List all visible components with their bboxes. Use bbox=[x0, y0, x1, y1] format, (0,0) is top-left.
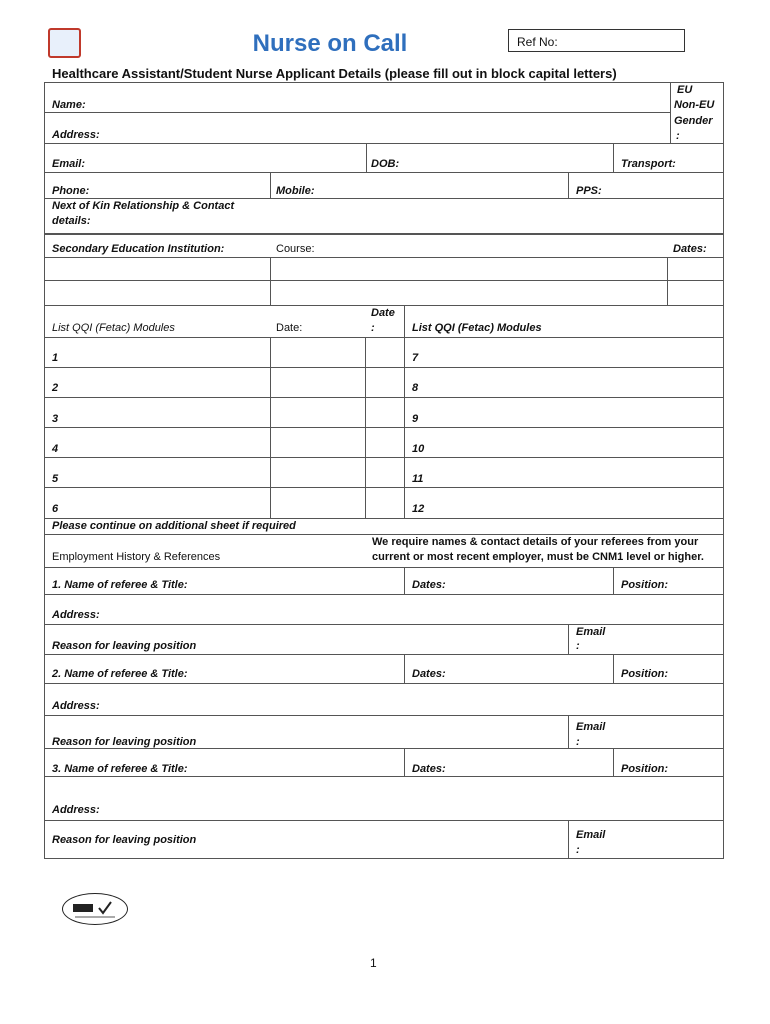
referee-3-reason-label: Reason for leaving position bbox=[52, 834, 197, 846]
rule bbox=[44, 820, 724, 821]
gender-label: Gender bbox=[674, 115, 713, 127]
rule bbox=[404, 305, 405, 518]
referee-1-name-label: 1. Name of referee & Title: bbox=[52, 579, 188, 591]
education-dates-label: Dates: bbox=[673, 243, 707, 255]
page-title: Nurse on Call bbox=[252, 30, 408, 57]
nurse-on-call-logo bbox=[48, 28, 81, 58]
module-number: 2 bbox=[52, 382, 59, 394]
rule bbox=[44, 257, 724, 258]
modules-list-right-label: List QQI (Fetac) Modules bbox=[412, 322, 542, 334]
non-eu-label: Non-EU bbox=[674, 99, 715, 111]
mobile-label: Mobile: bbox=[276, 185, 315, 197]
phone-label: Phone: bbox=[52, 185, 90, 197]
rule bbox=[670, 82, 671, 143]
referee-3-email-colon: : bbox=[576, 844, 580, 856]
page-number: 1 bbox=[370, 956, 377, 970]
rule bbox=[44, 715, 724, 716]
referee-2-email-label: Email bbox=[576, 721, 606, 733]
course-label: Course: bbox=[276, 243, 315, 255]
rule bbox=[270, 172, 271, 198]
rule bbox=[44, 534, 724, 535]
rule bbox=[44, 367, 724, 368]
rule bbox=[404, 748, 405, 776]
gender-colon: : bbox=[676, 130, 680, 142]
rule bbox=[44, 233, 724, 235]
rule bbox=[667, 257, 668, 305]
rule bbox=[613, 654, 614, 683]
module-number: 1 bbox=[52, 352, 59, 364]
email-label: Email: bbox=[52, 158, 86, 170]
rule bbox=[404, 567, 405, 594]
modules-list-left-label: List QQI (Fetac) Modules bbox=[52, 322, 175, 334]
rule bbox=[44, 457, 724, 458]
referee-1-dates-label: Dates: bbox=[412, 579, 446, 591]
rule bbox=[270, 257, 271, 305]
modules-date-left-label: Date: bbox=[276, 322, 303, 334]
rule bbox=[613, 567, 614, 594]
module-number: 3 bbox=[52, 413, 59, 425]
rule bbox=[44, 858, 724, 859]
rule bbox=[44, 683, 724, 684]
referee-3-dates-label: Dates: bbox=[412, 763, 446, 775]
ref-no-field[interactable]: Ref No: bbox=[508, 29, 685, 52]
rule bbox=[568, 715, 569, 748]
rule bbox=[44, 624, 724, 625]
module-number: 8 bbox=[412, 382, 419, 394]
pps-label: PPS: bbox=[576, 185, 602, 197]
module-number: 6 bbox=[52, 503, 59, 515]
rule bbox=[44, 305, 724, 306]
rule bbox=[44, 427, 724, 428]
rule bbox=[44, 567, 724, 568]
next-of-kin-label: Next of Kin Relationship & Contact bbox=[52, 200, 235, 212]
rule bbox=[270, 337, 271, 518]
module-number: 12 bbox=[412, 503, 425, 515]
referee-1-address-label: Address: bbox=[52, 609, 100, 621]
rule bbox=[44, 172, 724, 173]
rule bbox=[44, 748, 724, 749]
rule bbox=[44, 776, 724, 777]
rule bbox=[44, 518, 724, 519]
rule bbox=[365, 337, 366, 518]
referee-1-email-label: Email bbox=[576, 626, 606, 638]
transport-label: Transport: bbox=[621, 158, 676, 170]
employment-heading: Employment History & References bbox=[52, 551, 221, 563]
rule bbox=[44, 198, 724, 199]
continue-note: Please continue on additional sheet if required bbox=[52, 520, 296, 532]
referee-2-reason-label: Reason for leaving position bbox=[52, 736, 197, 748]
address-label: Address: bbox=[52, 129, 100, 141]
rule bbox=[568, 172, 569, 198]
referee-3-email-label: Email bbox=[576, 829, 606, 841]
referee-3-position-label: Position: bbox=[621, 763, 669, 775]
module-number: 7 bbox=[412, 352, 419, 364]
section-heading: Healthcare Assistant/Student Nurse Applicant Details (please fill out in block capital letters) bbox=[52, 66, 617, 81]
rule bbox=[723, 82, 724, 858]
referee-1-reason-label: Reason for leaving position bbox=[52, 640, 197, 652]
module-number: 11 bbox=[412, 473, 424, 485]
module-number: 5 bbox=[52, 473, 59, 485]
certification-seal-icon bbox=[62, 893, 128, 925]
rule bbox=[44, 594, 724, 595]
module-number: 10 bbox=[412, 443, 425, 455]
referee-3-address-label: Address: bbox=[52, 804, 100, 816]
referee-2-position-label: Position: bbox=[621, 668, 669, 680]
rule bbox=[44, 397, 724, 398]
rule bbox=[613, 143, 614, 172]
rule bbox=[404, 654, 405, 683]
referee-2-address-label: Address: bbox=[52, 700, 100, 712]
rule bbox=[44, 143, 724, 144]
referee-3-name-label: 3. Name of referee & Title: bbox=[52, 763, 188, 775]
rule bbox=[613, 748, 614, 776]
rule bbox=[44, 654, 724, 655]
modules-date-mid-colon: : bbox=[371, 322, 375, 334]
referee-note-line-1: We require names & contact details of your referees from your bbox=[372, 536, 699, 548]
modules-date-mid-label: Date bbox=[371, 307, 395, 319]
referee-note-line-2: current or most recent employer, must be CNM1 level or higher. bbox=[372, 551, 704, 563]
dob-label: DOB: bbox=[371, 158, 400, 170]
rule bbox=[44, 82, 45, 858]
referee-2-email-colon: : bbox=[576, 736, 580, 748]
rule bbox=[568, 624, 569, 654]
referee-1-email-colon: : bbox=[576, 640, 580, 652]
referee-1-position-label: Position: bbox=[621, 579, 669, 591]
rule bbox=[44, 337, 724, 338]
rule bbox=[44, 487, 724, 488]
referee-2-dates-label: Dates: bbox=[412, 668, 446, 680]
module-number: 4 bbox=[52, 443, 59, 455]
next-of-kin-details-label: details: bbox=[52, 215, 91, 227]
module-number: 9 bbox=[412, 413, 419, 425]
eu-label: EU bbox=[677, 84, 693, 96]
name-label: Name: bbox=[52, 99, 86, 111]
rule bbox=[44, 280, 724, 281]
rule bbox=[366, 143, 367, 172]
institution-label: Secondary Education Institution: bbox=[52, 243, 225, 255]
referee-2-name-label: 2. Name of referee & Title: bbox=[52, 668, 188, 680]
rule bbox=[44, 112, 670, 113]
rule bbox=[568, 820, 569, 858]
rule bbox=[44, 82, 724, 83]
